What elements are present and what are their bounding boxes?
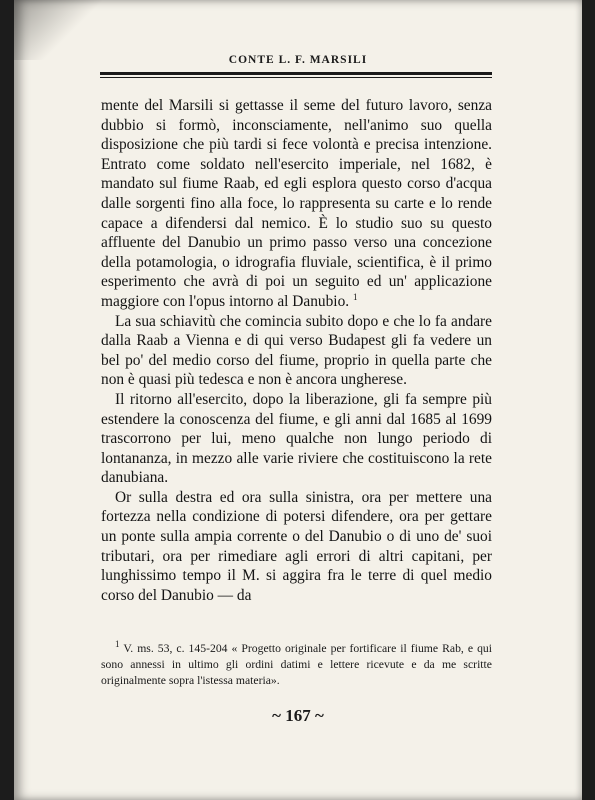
page-corner-shadow — [14, 0, 104, 60]
footnote — [101, 641, 492, 689]
footnote-reference: 1 — [352, 291, 358, 302]
running-header: CONTE L. F. MARSILI — [228, 54, 368, 66]
paragraph-3: Il ritorno all'esercito, dopo la liberazione, gli fa sempre più estendere la conoscenza del fiume, e gli anni dal 1685 al 1699 trascorrono per lui, meno qualche non lungo periodo di lontananza, in mezzo alle varie riviere che costituiscono la rete danubiana. — [101, 390, 492, 487]
header-thick-rule — [100, 72, 492, 75]
header-thin-rule — [100, 77, 492, 78]
paragraph-1 — [101, 96, 492, 312]
page-number: ~ 167 ~ — [272, 706, 324, 725]
footnote-text: V. ms. 53, c. 145-204 « Progetto originale per fortificare il fiume Rab, e qui sono annessi in ultimo gli ordini datimi e lettere ricevute e da me scritte originalmente sopra l'istessa materia». — [101, 642, 493, 687]
paragraph-2: La sua schiavitù che comincia subito dopo e che lo fa andare dalla Raab a Vienna e di qui verso Budapest gli fa vedere un bel po' del medio corso del fiume, proprio in quella parte che non è quasi più tedesca e non è ancora ungherese. — [101, 312, 492, 389]
paragraph-4: Or sulla destra ed ora sulla sinistra, ora per mettere una fortezza nella condizione di potersi difendere, ora per gettare un ponte sulla ampia corrente o del Danubio o di uno de' suoi tributari, ora per rimediare agli errori di altri capitani, per lunghissimo tempo il M. si aggira fra le terre di quel medio corso del Danubio — da — [101, 488, 492, 604]
main-text — [101, 96, 492, 605]
footnote-marker: 1 — [115, 639, 120, 650]
book-page — [14, 0, 582, 800]
paragraph-1-text: mente del Marsili si gettasse il seme del futuro lavoro, senza dubbio si formò, inconsciamente, nell'animo suo quella disposizione che più tardi si fece volontà e precisa intenzione. Entrato come soldato nell'esercito imperiale, nel 1682, è mandato sul fiume Raab, ed egli esplora questo corso d'acqua dalle sorgenti fino alla foce, lo rappresenta su carte e lo rende capace a difendersi dal nemico. È lo studio suo su questo affluente del Danubio un primo passo verso una concezione della potamologia, o idrografia fluviale, scientifica, è il primo esperimento che avrà di poi un seguito ed un' applicazione maggiore con l'opus intorno al Danubio. — [101, 97, 492, 310]
